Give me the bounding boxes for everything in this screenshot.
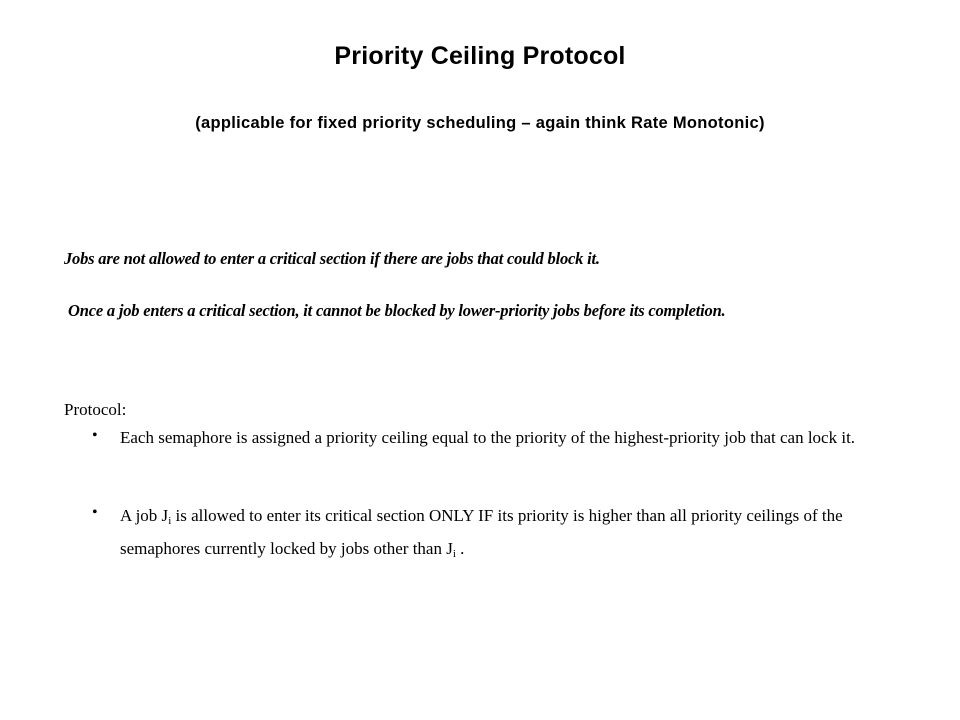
slide-subtitle: (applicable for fixed priority scheduling – again think Rate Monotonic) (195, 114, 765, 132)
slide-title: Priority Ceiling Protocol (334, 42, 626, 70)
subscript-i: i (452, 548, 456, 560)
protocol-item-2-text-c: . (455, 539, 465, 558)
rule-statement-1: Jobs are not allowed to enter a critical section if there are jobs that could block it. (64, 249, 600, 268)
protocol-item-1 (120, 424, 860, 451)
subscript-i: i (168, 515, 172, 527)
protocol-item-1-text: Each semaphore is assigned a priority ceiling equal to the priority of the highest-priority job that can lock it. (120, 428, 856, 447)
protocol-item-2-text-b: is allowed to enter its critical section ONLY IF its priority is higher than all priority ceilings of the semaphores currently locked by jobs other than J (120, 506, 843, 558)
bullet-icon: • (92, 427, 98, 444)
protocol-item-2 (120, 502, 860, 568)
rule-statement-2: Once a job enters a critical section, it cannot be blocked by lower-priority jobs before its completion. (68, 301, 726, 320)
protocol-item-2-text-a: A job J (120, 506, 169, 525)
protocol-heading: Protocol: (64, 400, 127, 419)
bullet-icon: • (92, 504, 98, 521)
